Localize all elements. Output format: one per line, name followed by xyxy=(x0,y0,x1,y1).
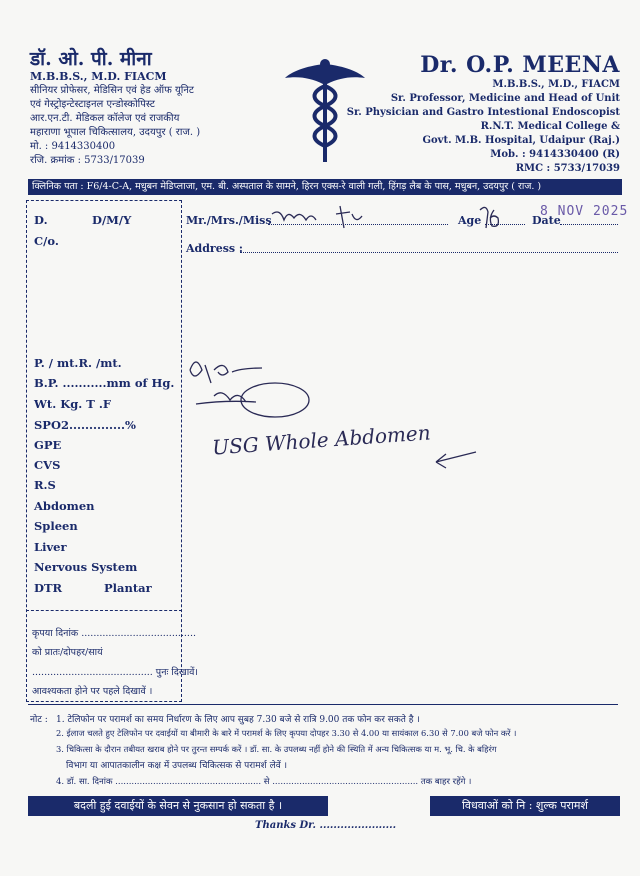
field-rs: R.S xyxy=(34,478,56,492)
field-co: C/o. xyxy=(34,234,59,248)
field-liver: Liver xyxy=(34,540,67,554)
rmc-english: RMC : 5733/17039 xyxy=(515,163,620,174)
handwritten-name-scribble xyxy=(272,212,316,220)
note-4: 4. डॉ. सा. दिनांक ...................................................... से ...................................................... तक बाहर रहेंगे । xyxy=(56,777,472,787)
field-gpe: GPE xyxy=(34,438,62,452)
degree-english: M.B.B.S., M.D., FIACM xyxy=(492,79,620,90)
handwritten-name-scribble-2 xyxy=(336,206,362,228)
designation-en-line3: R.N.T. Medical College & xyxy=(480,121,620,132)
field-dmy: D/M/Y xyxy=(92,213,132,227)
handwritten-prescription: USG Whole Abdomen xyxy=(211,420,432,460)
handwritten-note-middle xyxy=(196,393,256,404)
followup-line2: को प्रातः/दोपहर/सायं xyxy=(32,647,103,658)
field-cvs: CVS xyxy=(34,458,61,472)
field-pulse: P. / mt.R. /mt. xyxy=(34,356,122,370)
clinic-address-banner: क्लिनिक पता : F6/4-C-A, मधुबन मेडिप्लाजा, एम. बी. अस्पताल के सामने, हिरन एक्स-रे वाली गली, हिंगड़ लैब के पास, मधुबन, उदयपुर ( राज. ) xyxy=(28,179,622,195)
followup-line1: कृपया दिनांक ...................................... xyxy=(32,628,196,639)
registration-hindi: रजि. क्रमांक : 5733/17039 xyxy=(30,155,145,166)
note-3a: 3. चिकित्सा के दौरान तबीयत खराब होने पर तुरन्त सम्पर्क करें । डॉ. सा. के उपलब्ध नहीं होने की स्थिति में अन्य चिकित्सक या म. भू. चि. के बहिरंग xyxy=(56,744,497,754)
note-2: 2. ईलाज चलते हुए टेलिफोन पर दवाईयों या बीमारी के बारे में परामर्श के लिए कृपया दोपहर 3.30 से 4.00 या सायंकाल 6.30 से 7.00 बजे फोन करें । xyxy=(56,728,517,738)
designation-line1: सीनियर प्रोफेसर, मेडिसिन एवं हेड ऑफ यूनिट xyxy=(30,85,194,96)
patient-name-label: Mr./Mrs./Miss xyxy=(186,214,272,227)
designation-en-line4: Govt. M.B. Hospital, Udaipur (Raj.) xyxy=(422,135,620,146)
field-spleen: Spleen xyxy=(34,519,78,533)
designation-en-line1: Sr. Professor, Medicine and Head of Unit xyxy=(390,93,620,104)
degree-hindi: M.B.B.S., M.D. FIACM xyxy=(30,70,167,83)
designation-line3: आर.एन.टी. मेडिकल कॉलेज एवं राजकीय xyxy=(30,113,180,124)
handwritten-age xyxy=(480,207,498,228)
note-label: नोट : xyxy=(30,715,48,725)
mobile-hindi: मो. : 9414330400 xyxy=(30,141,116,152)
handwritten-circle xyxy=(241,383,309,417)
mobile-english: Mob. : 9414330400 (R) xyxy=(490,149,620,160)
date-label: Date xyxy=(532,214,561,227)
field-dtr: DTR xyxy=(34,581,63,595)
field-abdomen: Abdomen xyxy=(34,499,95,513)
footer-warning: बदली हुई दवाईयों के सेवन से नुकसान हो सकता है । xyxy=(28,796,328,816)
field-plantar: Plantar xyxy=(104,581,152,595)
address-label: Address : xyxy=(186,242,243,255)
doctor-name-english: Dr. O.P. MEENA xyxy=(420,52,620,78)
designation-en-line2: Sr. Physician and Gastro Intestional Endoscopist xyxy=(346,107,620,118)
note-1: 1. टेलिफोन पर परामर्श का समय निर्धारण के लिए आप सुबह 7.30 बजे से रात्रि 9.00 तक फोन कर सकते है । xyxy=(56,715,420,725)
field-bp: B.P. ...........mm of Hg. xyxy=(34,376,175,390)
date-stamp: 8 NOV 2025 xyxy=(540,204,629,219)
field-nervous-system: Nervous System xyxy=(34,560,138,574)
field-spo2: SPO2..............% xyxy=(34,418,136,432)
notes-top-rule xyxy=(28,704,618,705)
arrow-icon xyxy=(436,452,476,468)
designation-line2: एवं गेस्ट्रोइन्टेस्टाइनल एन्डोस्कोपिस्ट xyxy=(30,99,155,110)
note-3b: विभाग या आपातकालीन कक्ष में उपलब्ध चिकित्सक से परामर्श लेवें । xyxy=(66,761,288,771)
field-wt: Wt. Kg. T .F xyxy=(34,397,112,411)
doctor-name-hindi: डॉ. ओ. पी. मीना xyxy=(30,48,152,70)
followup-line4: आवश्यकता होने पर पहले दिखावें । xyxy=(32,686,153,697)
thanks-line: Thanks Dr. ...................... xyxy=(255,820,397,831)
designation-line4: महाराणा भूपाल चिकित्सालय, उदयपुर ( राज. ) xyxy=(30,127,201,138)
handwritten-note-top xyxy=(190,362,262,383)
footer-free-consultation: विधवाओं को नि : शुल्क परामर्श xyxy=(430,796,620,816)
field-d: D. xyxy=(34,213,48,227)
age-label: Age xyxy=(458,214,482,227)
followup-line3: ........................................ पुनः दिखावें। xyxy=(32,667,199,678)
